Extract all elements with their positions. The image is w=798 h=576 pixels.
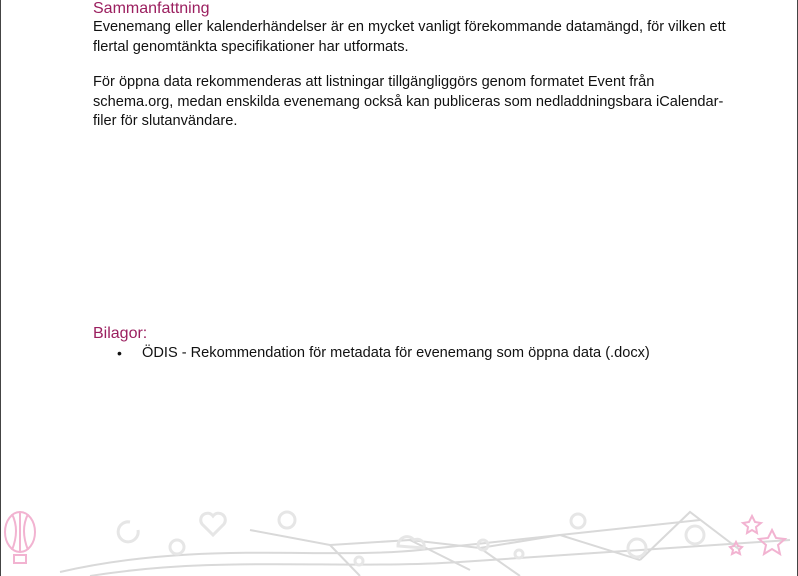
summary-paragraph-1: Evenemang eller kalenderhändelser är en mycket vanligt förekommande datamängd, för vilken ett flertal genomtänkta specifikationer har utformats.: [93, 19, 726, 55]
pin-icon: [279, 512, 295, 528]
at-icon-2: [628, 539, 646, 557]
cloud-icon: [398, 537, 424, 548]
star-icon-1: [743, 516, 761, 533]
refresh-icon: [118, 522, 138, 542]
gear-icon: [571, 514, 585, 528]
at-icon-3: [686, 526, 704, 544]
attachment-item[interactable]: [93, 344, 693, 364]
bullet-icon: •: [117, 345, 122, 361]
summary-paragraph-2: För öppna data rekommenderas att listningar tillgängliggörs genom formatet Event från schema.org, medan enskilda evenemang också kan publiceras som nedladdningsbara iCalendar-filer för slutanvändare.: [93, 74, 724, 129]
attachments-heading: Bilagor:: [93, 325, 148, 342]
heart-icon: [201, 513, 226, 535]
summary-heading: Sammanfattning: [93, 0, 210, 17]
attachment-link[interactable]: ÖDIS - Rekommendation för metadata för evenemang som öppna data (.docx): [142, 345, 650, 361]
footer-decoration: [0, 500, 798, 576]
at-icon: [170, 540, 184, 554]
attachments-list: [93, 344, 693, 364]
